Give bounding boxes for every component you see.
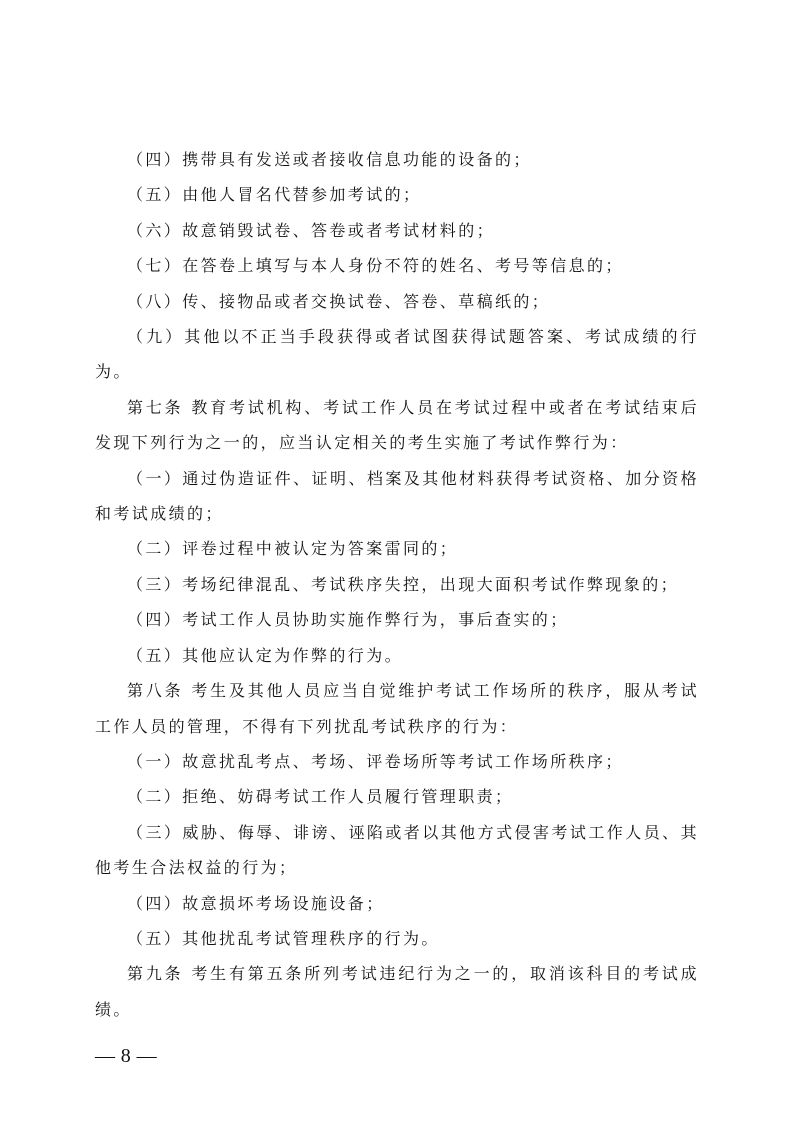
paragraph: （七）在答卷上填写与本人身份不符的姓名、考号等信息的； (127, 256, 624, 276)
paragraph: （三）考场纪律混乱、考试秩序失控，出现大面积考试作弊现象的； (127, 574, 680, 594)
article-paragraph: 第九条 考生有第五条所列考试违纪行为之一的，取消该科目的考试成绩。 (95, 964, 699, 1019)
document-body (95, 142, 699, 1027)
paragraph: （四）携带具有发送或者接收信息功能的设备的； (127, 150, 532, 169)
paragraph: （四）故意损坏考场设施设备； (127, 893, 385, 913)
article-paragraph: 第七条 教育考试机构、考试工作人员在考试过程中或者在考试结束后发现下列行为之一的，应当认定相关的考生实施了考试作弊行为： (95, 397, 699, 453)
paragraph: （二）拒绝、妨碍考试工作人员履行管理职责； (127, 787, 514, 807)
paragraph: （一）故意扰乱考点、考场、评卷场所等考试工作场所秩序； (127, 751, 624, 771)
article-paragraph: 第八条 考生及其他人员应当自觉维护考试工作场所的秩序，服从考试工作人员的管理，不得有下列扰乱考试秩序的行为： (95, 681, 699, 736)
paragraph: （四）考试工作人员协助实施作弊行为，事后查实的； (127, 610, 569, 630)
paragraph: （五）由他人冒名代替参加考试的； (127, 185, 422, 205)
paragraph: （九）其他以不正当手段获得或者试图获得试题答案、考试成绩的行为。 (95, 327, 699, 382)
page-number: — 8 — (95, 1045, 157, 1067)
paragraph: （三）威胁、侮辱、诽谤、诬陷或者以其他方式侵害考试工作人员、其他考生合法权益的行为； (95, 822, 699, 878)
paragraph: （六）故意销毁试卷、答卷或者考试材料的； (127, 220, 496, 240)
paragraph: （五）其他扰乱考试管理秩序的行为。 (127, 928, 440, 948)
paragraph: （八）传、接物品或者交换试卷、答卷、草稿纸的； (127, 291, 551, 311)
paragraph: （一）通过伪造证件、证明、档案及其他材料获得考试资格、加分资格和考试成绩的； (95, 468, 699, 524)
paragraph: （二）评卷过程中被认定为答案雷同的； (127, 539, 459, 559)
paragraph: （五）其他应认定为作弊的行为。 (127, 645, 404, 665)
